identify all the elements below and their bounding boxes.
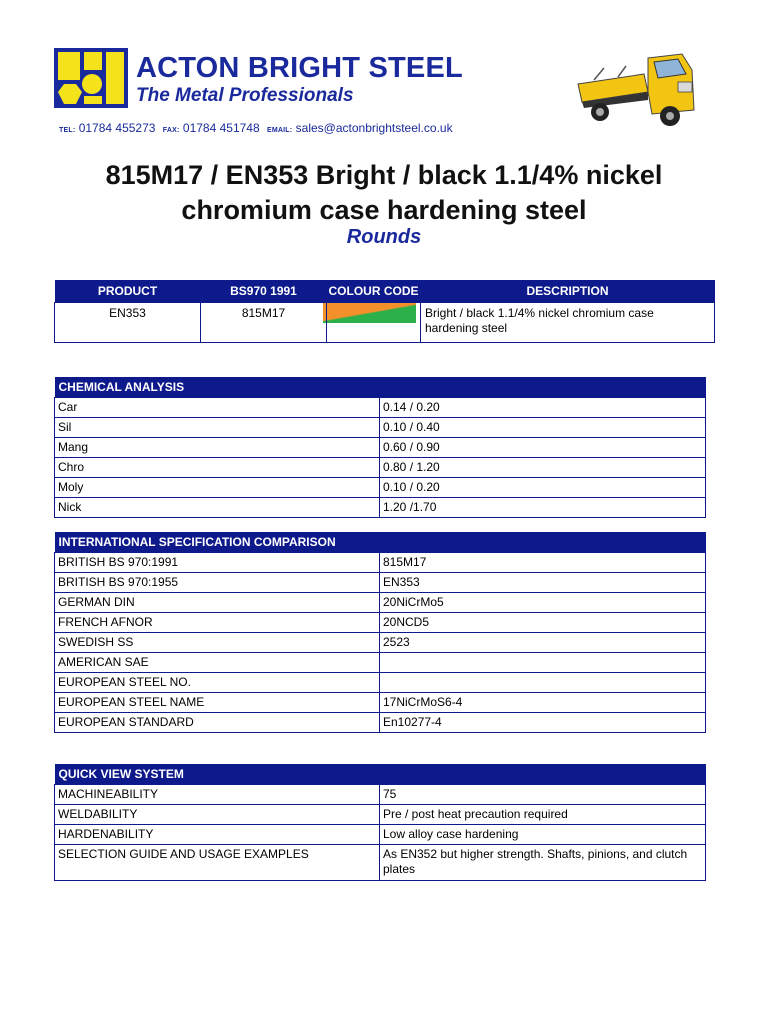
email-link[interactable]: sales@actonbrightsteel.co.uk [295,121,453,135]
element-range: 0.14 / 0.20 [380,397,706,417]
spec-grade: En10277-4 [380,712,706,732]
document-title [0,158,768,228]
property-value: Pre / post heat precaution required [380,804,706,824]
spec-grade: 17NiCrMoS6-4 [380,692,706,712]
property-value: As EN352 but higher strength. Shafts, pinions, and clutch plates [380,844,706,880]
company-tagline: The Metal Professionals [136,85,354,106]
contact-line [59,121,457,135]
table-row [55,712,706,732]
email-label: EMAIL: [266,127,293,134]
table-row [55,592,706,612]
quick-view-table [54,764,706,881]
element-range: 1.20 /1.70 [380,497,706,517]
table-row [55,572,706,592]
quick-view-title: QUICK VIEW SYSTEM [55,764,706,784]
product-value: EN353 [55,302,201,342]
table-row [55,652,706,672]
table-row [55,437,706,457]
international-spec-table [54,532,706,733]
table-row [55,552,706,572]
company-logo [54,48,128,108]
spec-standard: AMERICAN SAE [55,652,380,672]
product-row [55,302,715,342]
bs970-value: 815M17 [201,302,327,342]
spec-grade: 815M17 [380,552,706,572]
table-row [55,672,706,692]
element-range: 0.60 / 0.90 [380,437,706,457]
spec-grade: 20NiCrMo5 [380,592,706,612]
document-title-text: 815M17 / EN353 Bright / black 1.1/4% nickel chromium case hardening steel [105,160,663,225]
element-name: Moly [55,477,380,497]
description-value: Bright / black 1.1/4% nickel chromium case hardening steel [421,302,715,342]
element-range: 0.10 / 0.20 [380,477,706,497]
property-value: 75 [380,784,706,804]
spec-grade [380,652,706,672]
spec-grade: 20NCD5 [380,612,706,632]
description-header: DESCRIPTION [421,280,715,302]
element-range: 0.10 / 0.40 [380,417,706,437]
bs970-header: BS970 1991 [201,280,327,302]
table-row [55,612,706,632]
spec-standard: FRENCH AFNOR [55,612,380,632]
chemical-analysis-table [54,377,706,518]
element-name: Sil [55,417,380,437]
property-name: SELECTION GUIDE AND USAGE EXAMPLES [55,844,380,880]
spec-grade [380,672,706,692]
product-table [54,280,715,343]
fax-number: 01784 451748 [182,121,260,135]
spec-standard: BRITISH BS 970:1955 [55,572,380,592]
chemical-analysis-title: CHEMICAL ANALYSIS [55,377,706,397]
element-name: Mang [55,437,380,457]
truck-illustration [574,50,706,132]
table-row [55,804,706,824]
product-table-header [55,280,715,302]
element-range: 0.80 / 1.20 [380,457,706,477]
table-row [55,824,706,844]
element-name: Nick [55,497,380,517]
tel-label: TEL: [59,127,76,134]
table-row [55,457,706,477]
colour-code-header: COLOUR CODE [327,280,421,302]
fax-label: FAX: [162,127,180,134]
spec-standard: EUROPEAN STEEL NAME [55,692,380,712]
colour-code-cell [327,302,421,342]
document-subtitle: Rounds [346,226,422,248]
spec-standard: EUROPEAN STEEL NO. [55,672,380,692]
element-name: Chro [55,457,380,477]
spec-standard: GERMAN DIN [55,592,380,612]
international-spec-title: INTERNATIONAL SPECIFICATION COMPARISON [55,532,706,552]
table-row [55,784,706,804]
table-row [55,692,706,712]
product-header: PRODUCT [55,280,201,302]
colour-code-swatch [323,303,416,323]
property-value: Low alloy case hardening [380,824,706,844]
table-row [55,632,706,652]
company-name: ACTON BRIGHT STEEL [136,52,463,84]
table-row [55,477,706,497]
property-name: HARDENABILITY [55,824,380,844]
spec-grade: 2523 [380,632,706,652]
table-row [55,844,706,880]
spec-standard: EUROPEAN STANDARD [55,712,380,732]
table-row [55,497,706,517]
table-row [55,417,706,437]
property-name: WELDABILITY [55,804,380,824]
tel-number: 01784 455273 [78,121,156,135]
spec-standard: SWEDISH SS [55,632,380,652]
table-row [55,397,706,417]
spec-grade: EN353 [380,572,706,592]
property-name: MACHINEABILITY [55,784,380,804]
element-name: Car [55,397,380,417]
spec-standard: BRITISH BS 970:1991 [55,552,380,572]
